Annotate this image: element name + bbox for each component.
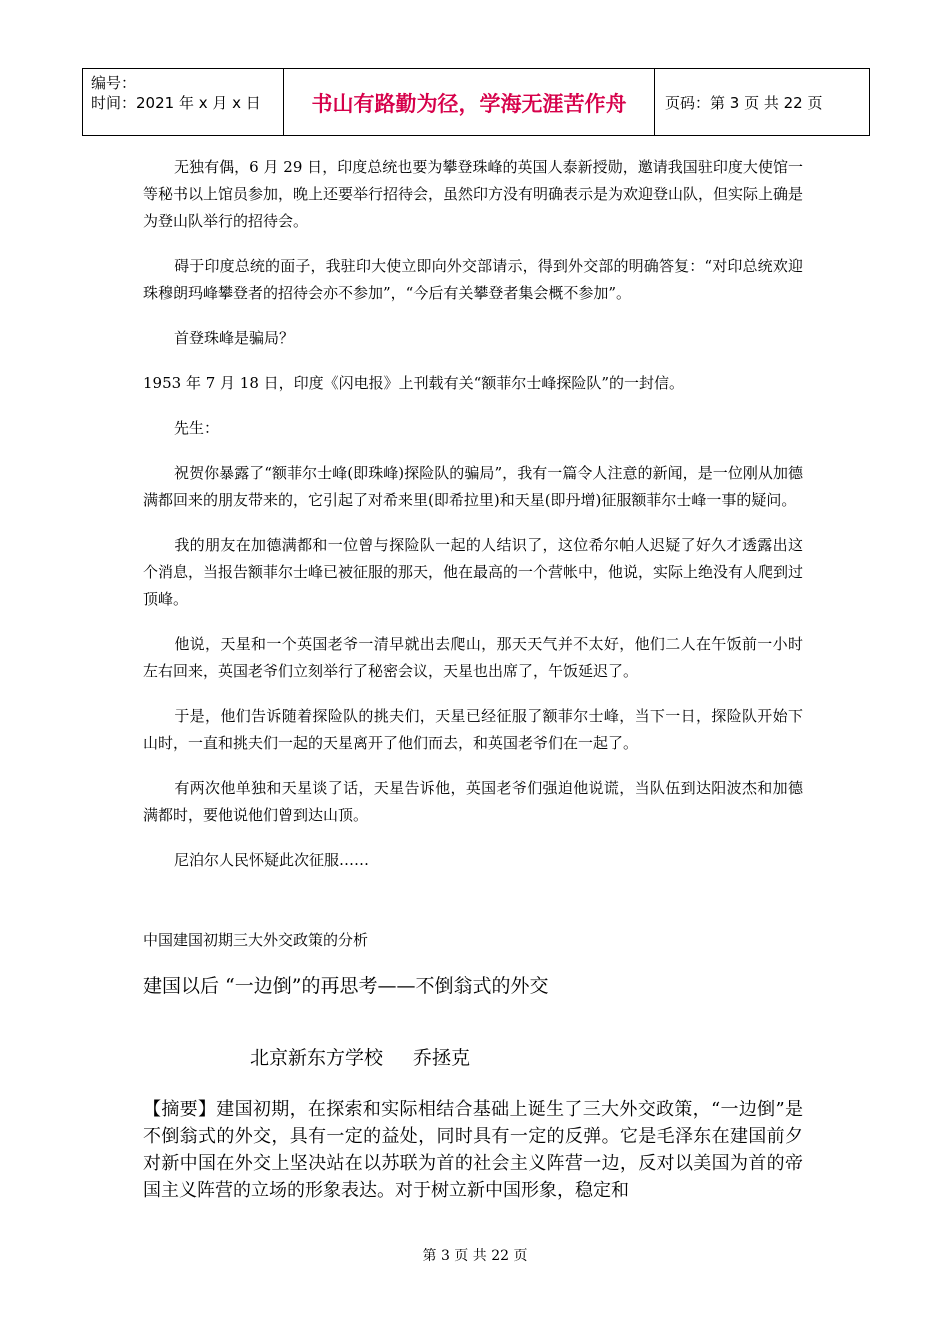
section-title-small: 中国建国初期三大外交政策的分析 (143, 931, 369, 949)
paragraph: 我的朋友在加德满都和一位曾与探险队一起的人结识了，这位希尔帕人迟疑了好久才透露出这个消息，当报告额菲尔士峰已被征服的那天，他在最高的一个营帐中，他说，实际上绝没有人爬到过顶峰。 (143, 536, 804, 608)
number-label: 编号： (91, 74, 137, 92)
page-header (82, 68, 870, 136)
header-page-info: 页码：第 3 页 共 22 页 (665, 93, 823, 112)
paragraph: 无独有偶，6 月 29 日，印度总统也要为攀登珠峰的英国人泰新授勋，邀请我国驻印度大使馆一等秘书以上馆员参加，晚上还要举行招待会，虽然印方没有明确表示是为欢迎登山队，但实际上确是为登山队举行的招待会。 (143, 158, 804, 230)
abstract: 【摘要】建国初期，在探索和实际相结合基础上诞生了三大外交政策，“一边倒”是不倒翁式的外交，具有一定的益处，同时具有一定的反弹。它是毛泽东在建国前夕对新中国在外交上坚决站在以苏联为首的社会主义阵营一边，反对以美国为首的帝国主义阵营的立场的形象表达。对于树立新中国形象，稳定和 (143, 1099, 803, 1201)
paragraph: 尼泊尔人民怀疑此次征服…… (174, 851, 370, 869)
time-label: 时间：2021 年 x 月 x 日 (91, 94, 261, 112)
paragraph: 有两次他单独和天星谈了话，天星告诉他，英国老爷们强迫他说谎，当队伍到达阳波杰和加德满都时，要他说他们曾到达山顶。 (143, 779, 803, 824)
body-text (143, 154, 803, 892)
paragraph: 首登珠峰是骗局？ (174, 329, 295, 347)
paragraph: 先生： (174, 419, 220, 437)
section-title-large: 建国以后 “一边倒”的再思考——不倒翁式的外交 (143, 975, 549, 997)
header-meta (83, 69, 284, 135)
paragraph: 祝贺你暴露了“额菲尔士峰(即珠峰)探险队的骗局”，我有一篇令人注意的新闻，是一位刚从加德满都回来的朋友带来的，它引起了对希来里(即希拉里)和天星(即丹增)征服额菲尔士峰一事的疑问。 (143, 464, 803, 509)
author-line (250, 1044, 470, 1072)
author-name: 乔拯克 (413, 1047, 471, 1069)
page-footer: 第 3 页 共 22 页 (422, 1248, 528, 1264)
paragraph: 他说，天星和一个英国老爷一清早就出去爬山，那天天气并不太好，他们二人在午饭前一小时左右回来，英国老爷们立刻举行了秘密会议，天星也出席了，午饭延迟了。 (143, 635, 803, 680)
paragraph: 碍于印度总统的面子，我驻印大使立即向外交部请示，得到外交部的明确答复：“对印总统欢迎珠穆朗玛峰攀登者的招待会亦不参加”，“今后有关攀登者集会概不参加”。 (143, 257, 803, 302)
author-school: 北京新东方学校 (250, 1047, 384, 1069)
paragraph: 1953 年 7 月 18 日，印度《闪电报》上刊载有关“额菲尔士峰探险队”的一封信。 (143, 374, 684, 392)
paragraph: 于是，他们告诉随着探险队的挑夫们，天星已经征服了额菲尔士峰，当下一日，探险队开始下山时，一直和挑夫们一起的天星离开了他们而去，和英国老爷们在一起了。 (143, 707, 803, 752)
header-motto: 书山有路勤为径，学海无涯苦作舟 (284, 69, 655, 135)
